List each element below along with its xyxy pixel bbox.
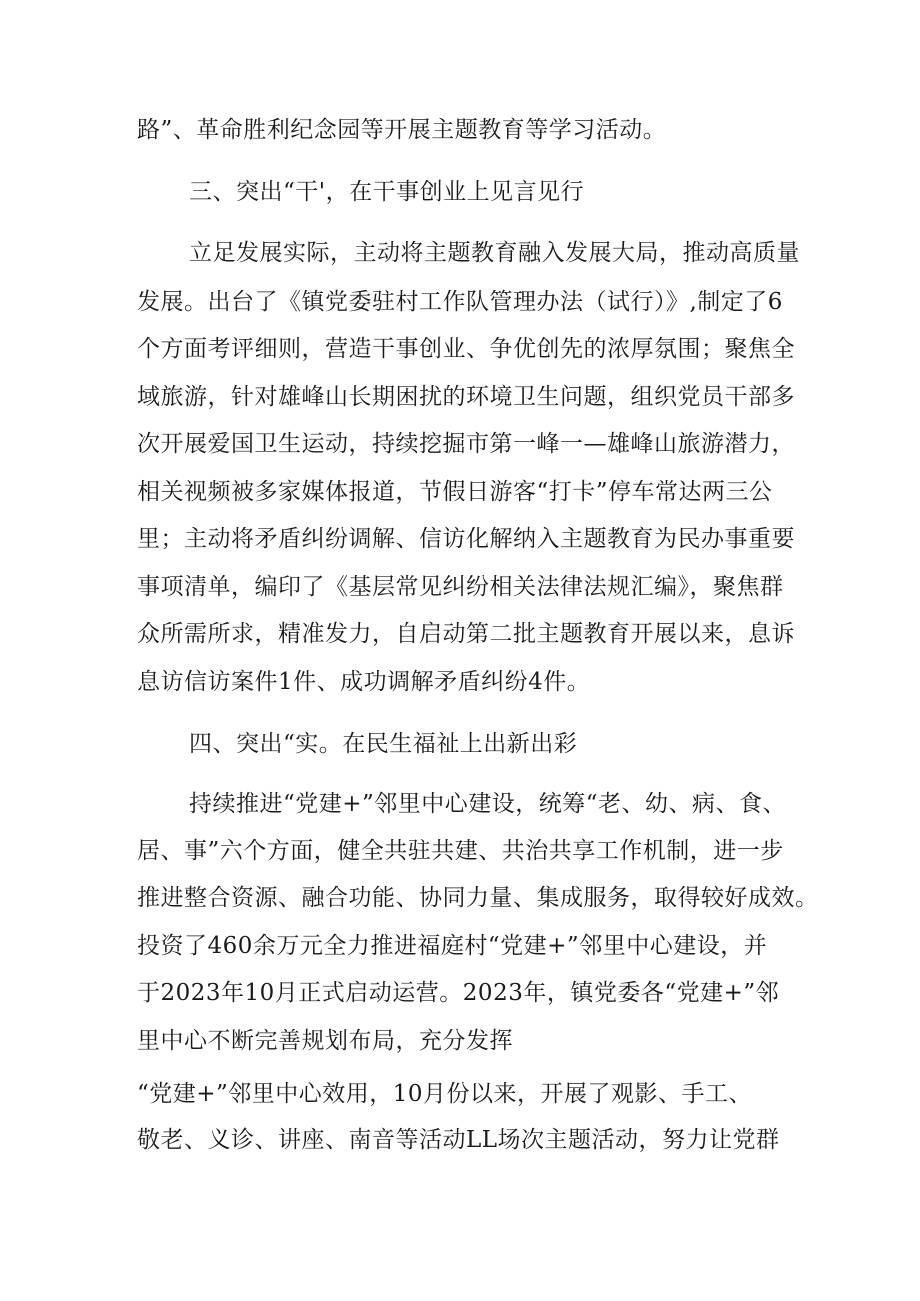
section-heading: 四、突出“实。在民生福祉上出新出彩 [189,731,578,757]
paragraph-line: 路”、革命胜利纪念园等开展主题教育等学习活动。 [137,117,667,143]
paragraph-line: 推进整合资源、融合功能、协同力量、集成服务，取得较好成效。 [137,885,819,911]
section-heading: 三、突出“干'，在干事创业上见言见行 [189,179,585,205]
paragraph-line: 居、事”六个方面，健全共驻共建、共治共享工作机制，进一步 [137,838,784,864]
paragraph-line: 投资了460余万元全力推进福庭村“党建+”邻里中心建设，并 [137,933,768,959]
paragraph-line: 持续推进“党建+”邻里中心建设，统筹“老、幼、病、食、 [189,791,787,817]
paragraph-line: 敬老、义诊、讲座、南音等活动LL场次主题活动，努力让党群 [137,1127,780,1153]
paragraph-line: 发展。出台了《镇党委驻村工作队管理办法（试行）》,制定了6 [137,289,783,315]
paragraph-line: 里；主动将矛盾纠纷调解、信访化解纳入主题教育为民办事重要 [137,526,795,552]
paragraph-line: 次开展爱国卫生运动，持续挖掘市第一峰一—雄峰山旅游潜力， [137,431,795,457]
paragraph-line: 相关视频被多家媒体报道，节假日游客“打卡”停车常达两三公 [137,479,773,505]
paragraph-line: 立足发展实际，主动将主题教育融入发展大局，推动高质量 [189,240,800,266]
paragraph-line: 个方面考评细则，营造干事创业、争优创先的浓厚氛围；聚焦全 [137,336,795,362]
paragraph-line: 息访信访案件1件、成功调解矛盾纠纷4件。 [137,669,591,695]
paragraph-line: 事项清单，编印了《基层常见纠纷相关法律法规汇编》，聚焦群 [137,574,784,600]
paragraph-line: 于2023年10月正式启动运营。2023年，镇党委各“党建+”邻 [137,980,780,1006]
paragraph-line: 众所需所求，精准发力，自启动第二批主题教育开展以来，息诉 [137,621,795,647]
paragraph-line: 里中心不断完善规划布局，充分发挥 [137,1028,513,1054]
paragraph-line: 域旅游，针对雄峰山长期困扰的环境卫生问题，组织党员干部多 [137,384,795,410]
paragraph-line: “党建+”邻里中心效用，10月份以来，开展了观影、手工、 [137,1081,753,1107]
